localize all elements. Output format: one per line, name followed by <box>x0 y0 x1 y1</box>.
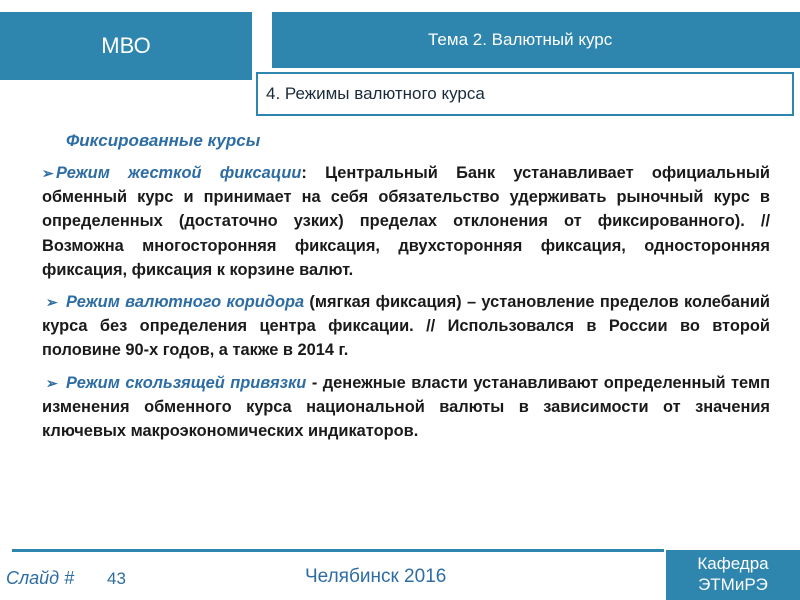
paragraph-text: Центральный Банк устанавливает официальный обменный курс и принимает на себя обязательство удерживать рыночный курс в определенных (достаточно узких) пределах отклонения от фиксированного). // Возможна многосторонняя фиксация, двухсторонняя фиксация, односторонняя фиксация, фиксация к корзине валют. <box>42 164 770 279</box>
content-body <box>42 161 770 451</box>
arrow-bullet-icon: ➢ <box>46 374 58 391</box>
arrow-bullet-icon: ➢ <box>42 165 54 181</box>
section-box <box>256 72 794 116</box>
paragraph-crawling-peg <box>42 371 770 444</box>
section-title: 4. Режимы валютного курса <box>266 84 485 103</box>
paragraph-currency-corridor <box>42 290 770 363</box>
paragraph-text: (мягкая фиксация) – установление пределов колебаний курса без определения центра фиксации. // Использовался в России во второй половине 90-х годов, а также в 2014 г. <box>42 293 770 360</box>
course-title-box <box>0 12 252 80</box>
topic-box <box>272 12 800 68</box>
department-line1: Кафедра <box>697 554 769 573</box>
paragraph-term: Режим валютного коридора <box>66 293 305 312</box>
paragraph-term: Режим скользящей привязки <box>66 373 307 392</box>
department-box <box>666 550 800 600</box>
arrow-bullet-icon: ➢ <box>46 294 58 311</box>
paragraph-separator: : <box>301 164 307 182</box>
course-title: МВО <box>101 33 151 58</box>
slide-number: 43 <box>107 569 126 588</box>
paragraph-term: Режим жесткой фиксации <box>56 164 302 182</box>
city-year: Челябинск 2016 <box>305 566 447 587</box>
slide-label: Слайд # <box>6 568 75 588</box>
footer-divider <box>12 549 664 552</box>
department-line2: ЭТМиРЭ <box>698 575 768 594</box>
paragraph-hard-peg <box>42 161 770 282</box>
slide-subtitle: Фиксированные курсы <box>66 131 261 150</box>
paragraph-text: - денежные власти устанавливают определенный темп изменения обменного курса национальной валюты в зависимости от значения ключевых макроэкономических индикаторов. <box>42 373 770 441</box>
topic-title: Тема 2. Валютный курс <box>428 30 613 49</box>
